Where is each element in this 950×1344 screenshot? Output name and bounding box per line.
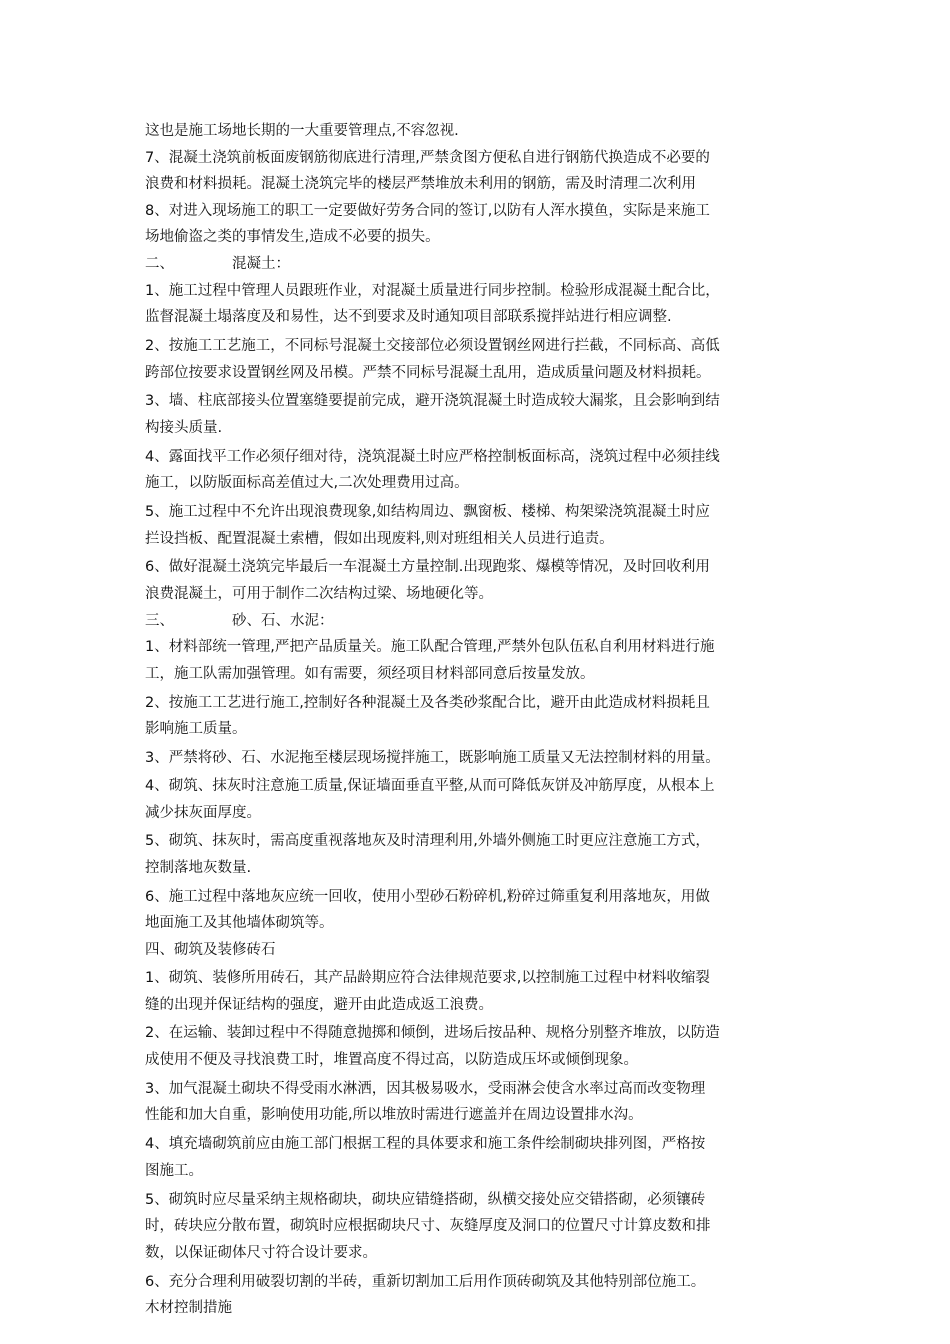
text-line: 缝的出现并保证结构的强度，避开由此造成返工浪费。 <box>145 996 493 1013</box>
text-line: 拦设挡板、配置混凝土索槽，假如出现废料,则对班组相关人员进行追责。 <box>145 530 614 547</box>
text-line: 6、做好混凝土浇筑完毕最后一车混凝土方量控制.出现跑浆、爆模等情况，及时回收利用 <box>145 559 710 576</box>
text-line: 3、严禁将砂、石、水泥拖至楼层现场搅拌施工，既影响施工质量又无法控制材料的用量。 <box>145 749 720 766</box>
text-line: 控制落地灰数量. <box>145 860 252 877</box>
text-line: 性能和加大自重，影响使用功能,所以堆放时需进行遮盖并在周边设置排水沟。 <box>145 1107 643 1124</box>
text-line: 场地偷盗之类的事情发生,造成不必要的损失。 <box>145 229 440 246</box>
section-title: 砂、石、水泥： <box>232 612 334 629</box>
section-number: 三、 <box>145 612 174 629</box>
text-line: 6、施工过程中落地灰应统一回收，使用小型砂石粉碎机,粉碎过筛重复利用落地灰，用做 <box>145 888 710 905</box>
text-line: 5、砌筑时应尽量采纳主规格砌块，砌块应错缝搭砌，纵横交接处应交错搭砌，必须镶砖 <box>145 1191 706 1208</box>
text-line: 这也是施工场地长期的一大重要管理点,不容忽视. <box>145 123 459 139</box>
text-line: 施工，以防版面标高差值过大,二次处理费用过高。 <box>145 475 469 492</box>
text-line: 地面施工及其他墙体砌筑等。 <box>145 915 334 932</box>
text-line: 浪费混凝土，可用于制作二次结构过梁、场地硬化等。 <box>145 586 493 603</box>
text-line: 1、材料部统一管理,严把产品质量关。施工队配合管理,严禁外包队伍私自利用材料进行施 <box>145 639 715 656</box>
section-number: 二、 <box>145 255 174 272</box>
text-line: 数，以保证砌体尺寸符合设计要求。 <box>145 1244 377 1261</box>
text-line: 时，砖块应分散布置，砌筑时应根据砌块尺寸、灰缝厚度及洞口的位置尺寸计算皮数和排 <box>145 1218 711 1235</box>
text-line: 影响施工质量。 <box>145 721 247 738</box>
section-heading-timber: 木材控制措施 <box>145 1300 232 1317</box>
text-line: 1、砌筑、装修所用砖石，其产品龄期应符合法律规范要求,以控制施工过程中材料收缩裂 <box>145 970 710 987</box>
text-line: 4、砌筑、抹灰时注意施工质量,保证墙面垂直平整,从而可降低灰饼及冲筋厚度，从根本上 <box>145 778 715 795</box>
text-line: 成使用不便及寻找浪费工时，堆置高度不得过高，以防造成压坏或倾倒现象。 <box>145 1052 638 1069</box>
text-line: 8、对进入现场施工的职工一定要做好劳务合同的签订,以防有人浑水摸鱼，实际是来施工 <box>145 202 710 219</box>
document-body <box>145 118 810 1322</box>
text-line: 6、充分合理利用破裂切割的半砖，重新切割加工后用作顶砖砌筑及其他特别部位施工。 <box>145 1273 706 1290</box>
text-line: 3、加气混凝土砌块不得受雨水淋洒，因其极易吸水，受雨淋会使含水率过高而改变物理 <box>145 1080 706 1097</box>
text-line: 2、在运输、装卸过程中不得随意抛掷和倾倒，进场后按品种、规格分别整齐堆放，以防造 <box>145 1025 720 1042</box>
section-heading-sand-stone-cement <box>145 608 810 635</box>
text-line: 5、砌筑、抹灰时，需高度重视落地灰及时清理利用,外墙外侧施工时更应注意施工方式， <box>145 833 710 850</box>
text-line: 3、墙、柱底部接头位置塞缝要提前完成，避开浇筑混凝土时造成较大漏浆，且会影响到结 <box>145 393 720 410</box>
text-line: 1、施工过程中管理人员跟班作业，对混凝土质量进行同步控制。检验形成混凝土配合比， <box>145 282 720 299</box>
text-line: 工，施工队需加强管理。如有需要，须经项目材料部同意后按量发放。 <box>145 665 595 682</box>
text-line: 图施工。 <box>145 1162 203 1179</box>
text-line: 2、按施工工艺进行施工,控制好各种混凝土及各类砂浆配合比，避开由此造成材料损耗且 <box>145 694 710 711</box>
section-heading-concrete <box>145 251 810 278</box>
section-heading-masonry: 四、砌筑及装修砖石 <box>145 942 276 958</box>
text-line: 浪费和材料损耗。混凝土浇筑完毕的楼层严禁堆放未利用的钢筋，需及时清理二次利用 <box>145 176 696 193</box>
text-line: 7、混凝土浇筑前板面废钢筋彻底进行清理,严禁贪图方便私自进行钢筋代换造成不必要的 <box>145 149 710 166</box>
text-line: 构接头质量. <box>145 419 223 436</box>
text-line: 5、施工过程中不允许出现浪费现象,如结构周边、飘窗板、楼梯、构架梁浇筑混凝土时应 <box>145 504 710 521</box>
text-line: 监督混凝土塌落度及和易性，达不到要求及时通知项目部联系搅拌站进行相应调整. <box>145 309 672 326</box>
text-line: 2、按施工工艺施工，不同标号混凝土交接部位必须设置钢丝网进行拦截，不同标高、高低 <box>145 337 720 354</box>
text-line: 跨部位按要求设置钢丝网及吊模。严禁不同标号混凝土乱用，造成质量问题及材料损耗。 <box>145 364 711 381</box>
text-line: 4、填充墙砌筑前应由施工部门根据工程的具体要求和施工条件绘制砌块排列图，严格按 <box>145 1136 706 1153</box>
section-title: 混凝土： <box>232 255 290 272</box>
text-line: 4、露面找平工作必须仔细对待，浇筑混凝土时应严格控制板面标高，浇筑过程中必须挂线 <box>145 448 720 465</box>
text-line: 减少抹灰面厚度。 <box>145 804 261 821</box>
